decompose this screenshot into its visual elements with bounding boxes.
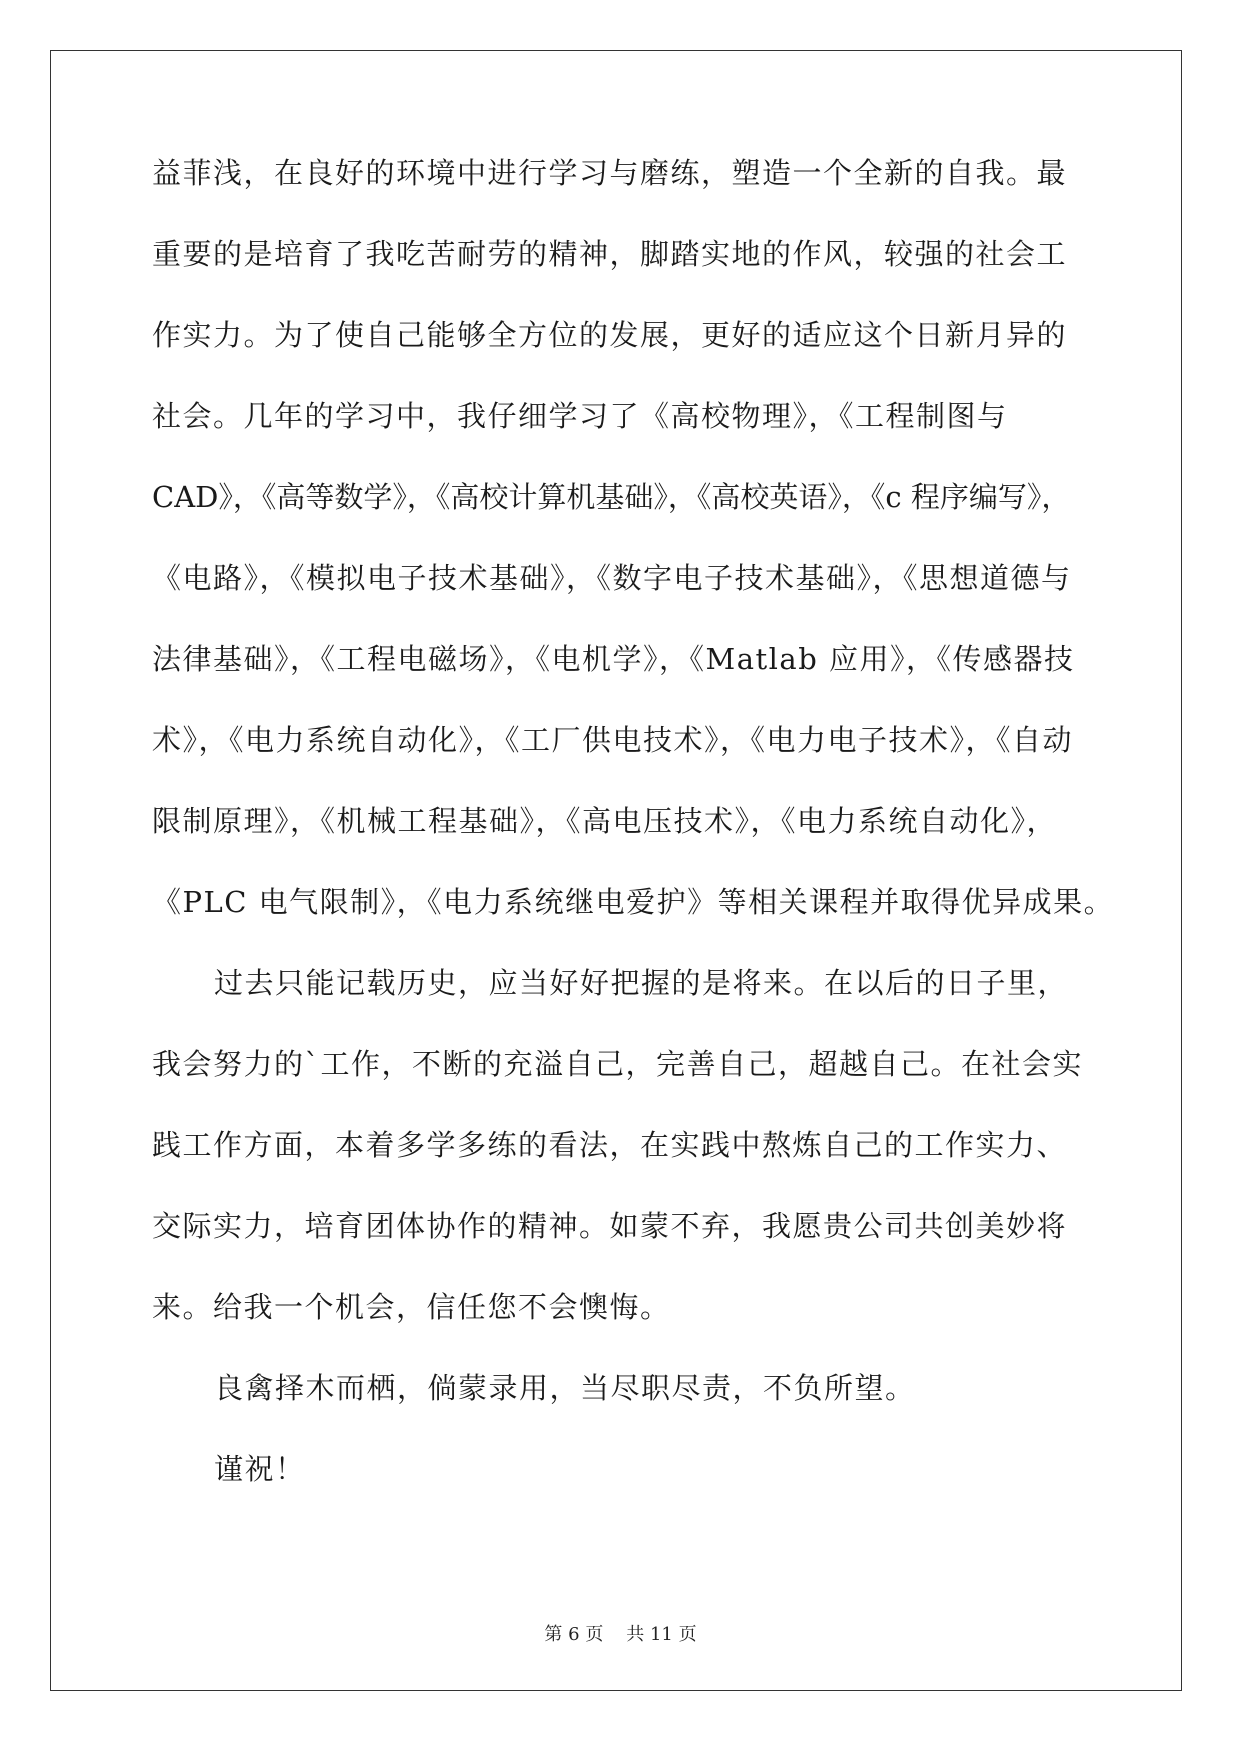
text-line: 来。给我一个机会，信任您不会懊悔。 — [152, 1290, 671, 1324]
paragraph-start-line: 良禽择木而栖，倘蒙录用，当尽职尽责，不负所望。 — [214, 1371, 916, 1405]
text-line: 重要的是培育了我吃苦耐劳的精神，脚踏实地的作风，较强的社会工 — [152, 237, 1068, 271]
text-line: 法律基础》，《工程电磁场》，《电机学》，《Matlab 应用》，《传感器技 — [152, 642, 1075, 676]
text-line: 我会努力的`工作，不断的充溢自己，完善自己，超越自己。在社会实 — [152, 1047, 1084, 1081]
text-line: 限制原理》，《机械工程基础》，《高电压技术》，《电力系统自动化》， — [152, 804, 1058, 838]
text-line: 术》，《电力系统自动化》，《工厂供电技术》，《电力电子技术》，《自动 — [152, 723, 1074, 757]
page-number: 第 6 页 — [544, 1624, 604, 1645]
text-line: 《电路》，《模拟电子技术基础》，《数字电子技术基础》，《思想道德与 — [152, 561, 1072, 595]
paragraph-start-line: 过去只能记载历史，应当好好把握的是将来。在以后的日子里， — [214, 966, 1069, 1000]
page-footer — [0, 1620, 1241, 1646]
total-pages: 共 11 页 — [626, 1624, 697, 1645]
text-line: 《PLC 电气限制》，《电力系统继电爱护》等相关课程并取得优异成果。 — [152, 885, 1115, 919]
text-line: 社会。几年的学习中，我仔细学习了《高校物理》，《工程制图与 — [152, 399, 1008, 433]
document-body — [152, 155, 1115, 1532]
text-line: 交际实力，培育团体协作的精神。如蒙不弃，我愿贵公司共创美妙将 — [152, 1209, 1068, 1243]
text-line: CAD》，《高等数学》，《高校计算机基础》，《高校英语》，《c 程序编写》， — [152, 480, 1071, 514]
closing-line: 谨祝！ — [214, 1452, 306, 1486]
text-line: 作实力。为了使自己能够全方位的发展，更好的适应这个日新月异的 — [152, 318, 1068, 352]
text-line: 益菲浅，在良好的环境中进行学习与磨练，塑造一个全新的自我。最 — [152, 156, 1068, 190]
text-line: 践工作方面，本着多学多练的看法，在实践中熬炼自己的工作实力、 — [152, 1128, 1068, 1162]
